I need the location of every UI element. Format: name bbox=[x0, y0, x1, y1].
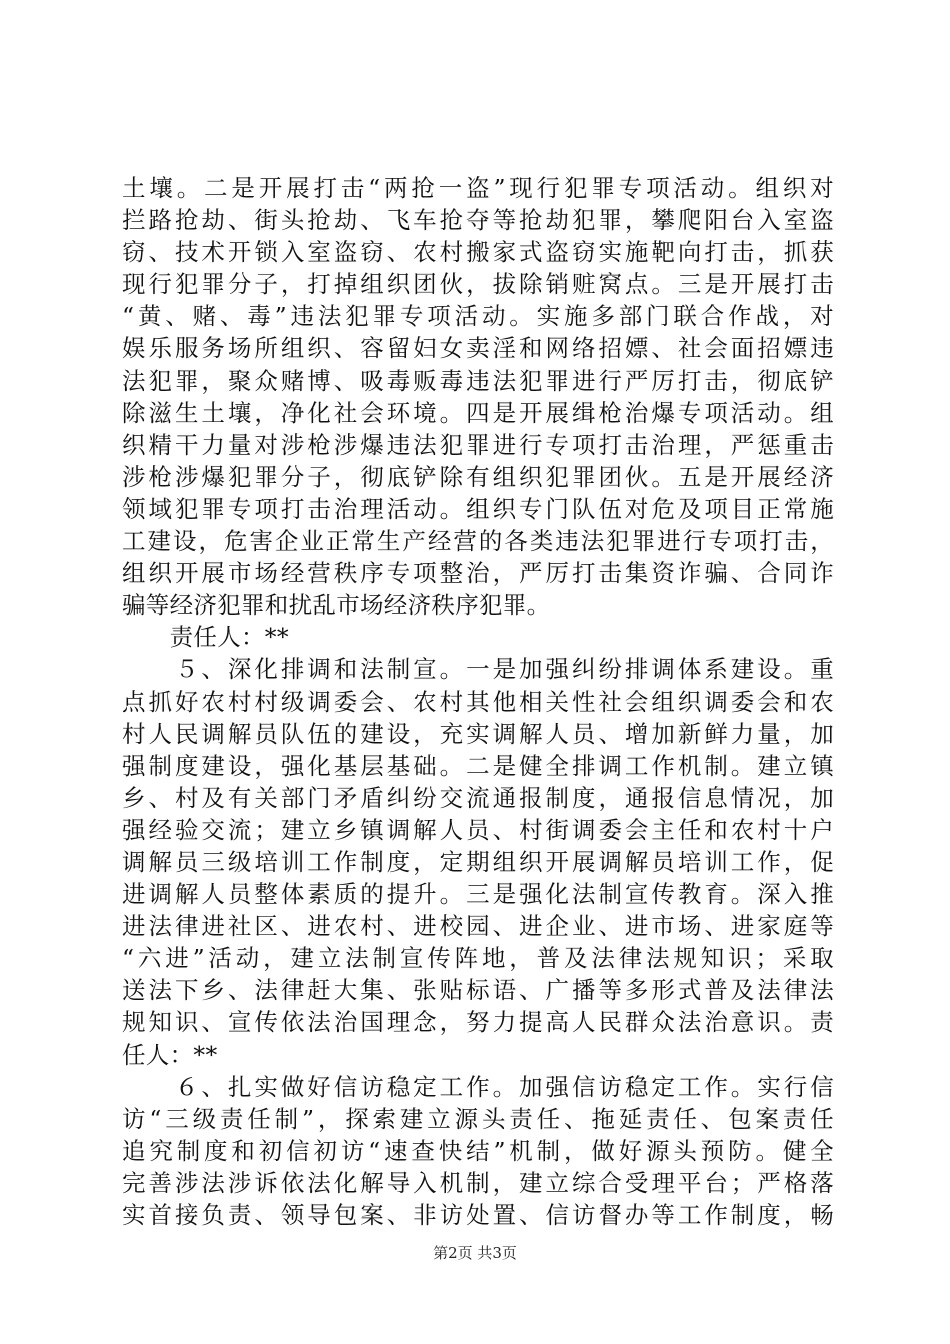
body-line: 法犯罪，聚众赌博、吸毒贩毒违法犯罪进行严厉打击，彻底铲 bbox=[122, 366, 834, 395]
body-line: ６、扎实做好信访稳定工作。加强信访稳定工作。实行信 bbox=[122, 1072, 834, 1101]
body-line: 实首接负责、领导包案、非访处置、信访督办等工作制度，畅 bbox=[122, 1201, 834, 1229]
body-line: “黄、赌、毒”违法犯罪专项活动。实施多部门联合作战，对 bbox=[122, 302, 834, 331]
body-line: 强制度建设，强化基层基础。二是健全排调工作机制。建立镇 bbox=[122, 751, 834, 780]
body-line: 进调解人员整体素质的提升。三是强化法制宣传教育。深入推 bbox=[122, 880, 834, 909]
body-line: 织精干力量对涉枪涉爆违法犯罪进行专项打击治理，严惩重击 bbox=[122, 430, 834, 459]
body-line: “六进”活动，建立法制宣传阵地，普及法律法规知识；采取 bbox=[122, 944, 834, 973]
body-line: 责任人：** bbox=[122, 623, 289, 652]
body-line: 强经验交流；建立乡镇调解人员、村街调委会主任和农村十户 bbox=[122, 815, 834, 844]
body-line: 村人民调解员队伍的建设，充实调解人员、增加新鲜力量，加 bbox=[122, 719, 834, 748]
body-line: 进法律进社区、进农村、进校园、进企业、进市场、进家庭等 bbox=[122, 912, 834, 941]
body-line: 除滋生土壤，净化社会环境。四是开展缉枪治爆专项活动。组 bbox=[122, 398, 834, 427]
body-line: 土壤。二是开展打击“两抢一盗”现行犯罪专项活动。组织对 bbox=[122, 174, 834, 202]
body-line: 现行犯罪分子，打掉组织团伙，拔除销赃窝点。三是开展打击 bbox=[122, 270, 834, 299]
body-line: 追究制度和初信初访“速查快结”机制，做好源头预防。健全 bbox=[122, 1136, 834, 1165]
body-line: 任人：** bbox=[122, 1040, 218, 1069]
body-line: 娱乐服务场所组织、容留妇女卖淫和网络招嫖、社会面招嫖违 bbox=[122, 334, 834, 363]
body-line: 工建设，危害企业正常生产经营的各类违法犯罪进行专项打击， bbox=[122, 527, 834, 556]
body-line: 组织开展市场经营秩序专项整治，严厉打击集资诈骗、合同诈 bbox=[122, 559, 834, 588]
body-line: 涉枪涉爆犯罪分子，彻底铲除有组织犯罪团伙。五是开展经济 bbox=[122, 462, 834, 491]
body-line: 调解员三级培训工作制度，定期组织开展调解员培训工作，促 bbox=[122, 847, 834, 876]
body-line: 窃、技术开锁入室盗窃、农村搬家式盗窃实施靶向打击，抓获 bbox=[122, 238, 834, 267]
body-line: 领域犯罪专项打击治理活动。组织专门队伍对危及项目正常施 bbox=[122, 494, 834, 523]
body-line: 完善涉法涉诉依法化解导入机制，建立综合受理平台；严格落 bbox=[122, 1168, 834, 1197]
body-line: 送法下乡、法律赶大集、张贴标语、广播等多形式普及法律法 bbox=[122, 976, 834, 1005]
body-line: 拦路抢劫、街头抢劫、飞车抢夺等抢劫犯罪，攀爬阳台入室盗 bbox=[122, 206, 834, 235]
body-line: 访“三级责任制”，探索建立源头责任、拖延责任、包案责任 bbox=[122, 1104, 834, 1133]
body-line: 乡、村及有关部门矛盾纠纷交流通报制度，通报信息情况，加 bbox=[122, 783, 834, 812]
document-body bbox=[122, 172, 834, 1231]
page-footer: 第2页 共3页 bbox=[433, 1244, 517, 1262]
body-line: 规知识、宣传依法治国理念，努力提高人民群众法治意识。责 bbox=[122, 1008, 834, 1037]
body-line: 骗等经济犯罪和扰乱市场经济秩序犯罪。 bbox=[122, 591, 551, 620]
body-line: ５、深化排调和法制宣。一是加强纠纷排调体系建设。重 bbox=[122, 655, 834, 684]
body-line: 点抓好农村村级调委会、农村其他相关性社会组织调委会和农 bbox=[122, 687, 834, 716]
